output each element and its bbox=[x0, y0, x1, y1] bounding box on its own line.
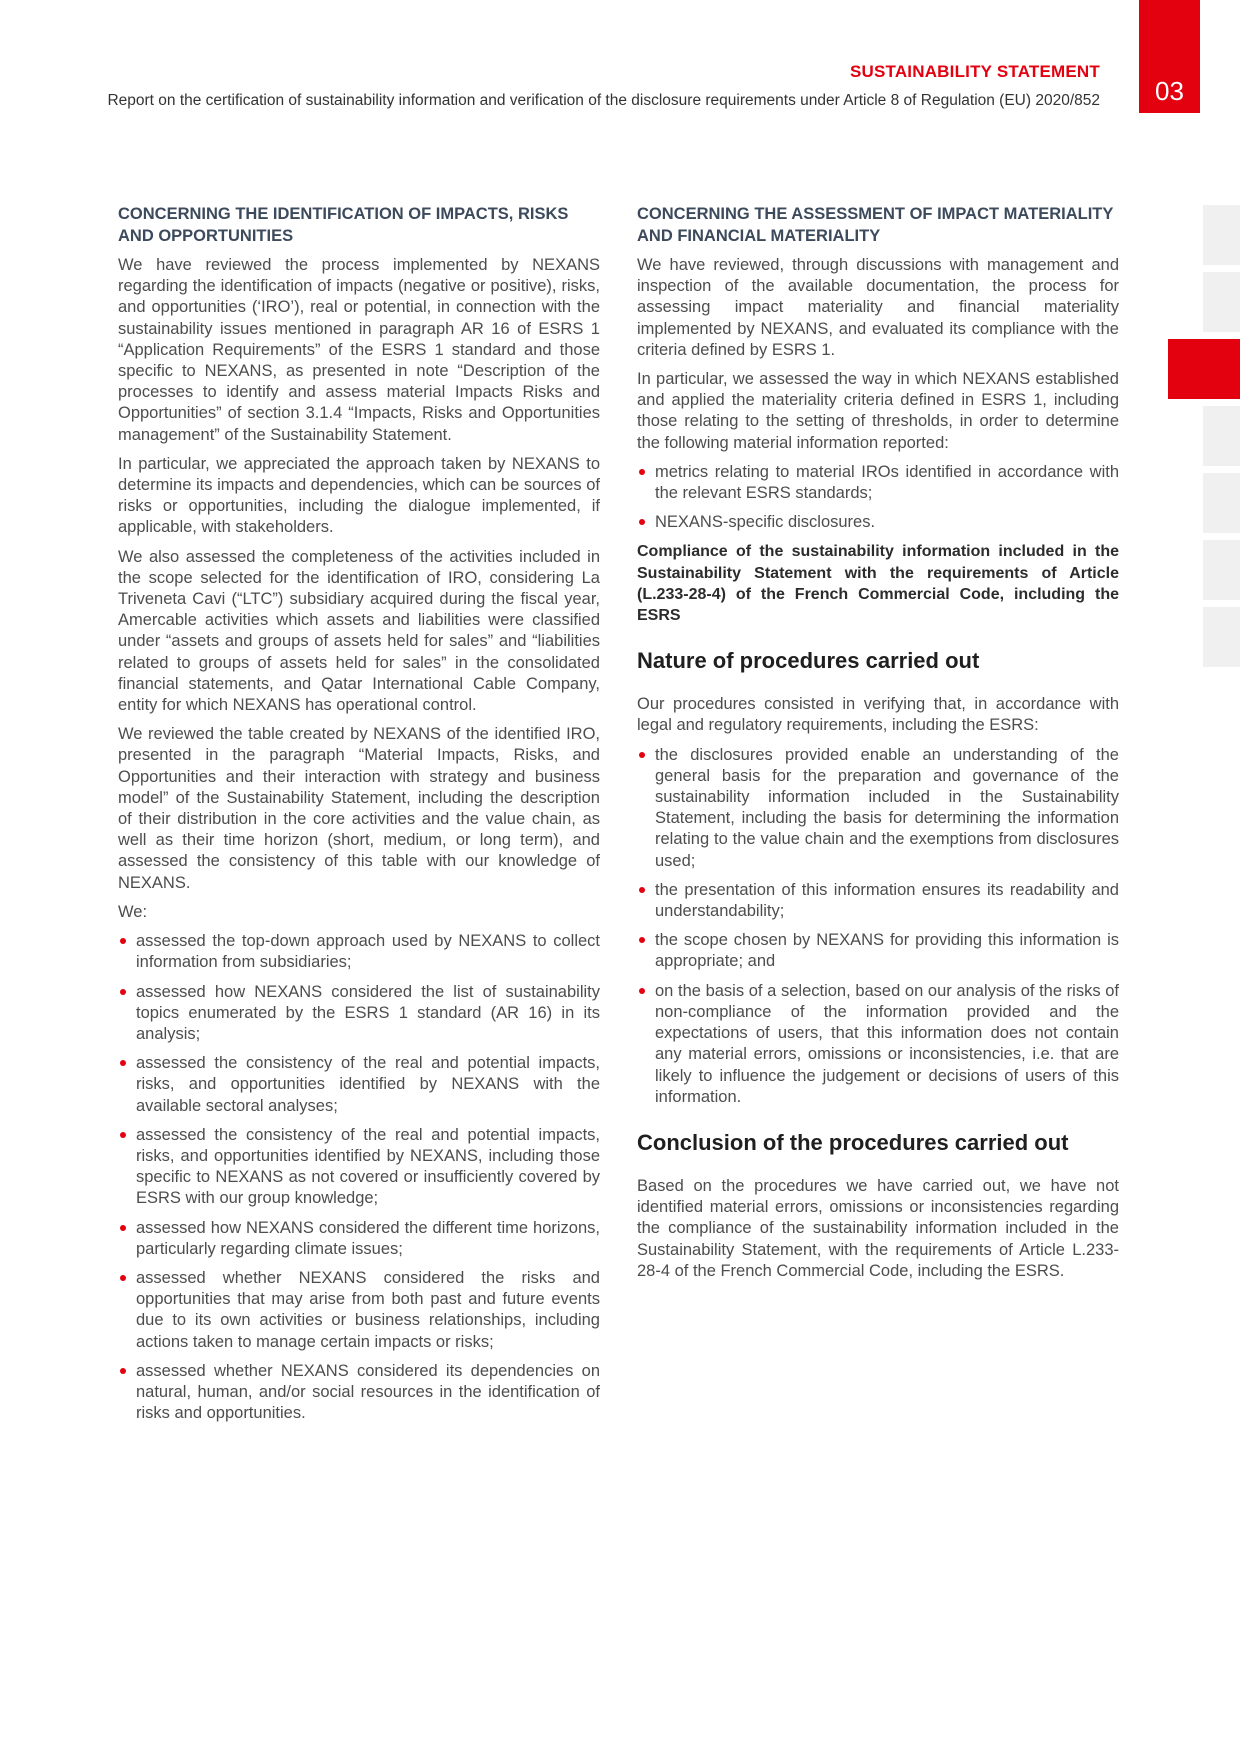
list-item: the presentation of this information ensures its readability and understandability; bbox=[637, 880, 1119, 922]
list-item: assessed whether NEXANS considered the risks and opportunities that may arise from both past and future events due to its own activities or business relationships, including actions taken to manage certain impacts or risks; bbox=[118, 1268, 600, 1353]
right-column bbox=[637, 203, 1119, 1290]
conclusion-heading: Conclusion of the procedures carried out bbox=[637, 1129, 1069, 1155]
right-bullet-list-2 bbox=[637, 745, 1119, 1108]
right-bullet-list-1 bbox=[637, 462, 1119, 534]
side-tab-7[interactable] bbox=[1203, 607, 1240, 667]
left-paragraph: We have reviewed the process implemented by NEXANS regarding the identification of impacts (negative or positive), risks, and opportunities (‘IRO’), real or potential, in connection with the sustainability issues mentioned in paragraph AR 16 of ESRS 1 “Application Requirements” of the ESRS 1 standard and those specific to NEXANS, as presented in note “Description of the processes to identify and assess material Impacts Risks and Opportunities” of section 3.1.4 “Impacts, Risks and Opportunities management” of the Sustainability Statement. bbox=[118, 256, 600, 444]
list-item: assessed whether NEXANS considered its dependencies on natural, human, and/or social resources in the identification of risks and opportunities. bbox=[118, 1361, 600, 1425]
list-item: assessed how NEXANS considered the list of sustainability topics enumerated by the ESRS 1 standard (AR 16) in its analysis; bbox=[118, 982, 600, 1046]
list-item: assessed the consistency of the real and potential impacts, risks, and opportunities identified by NEXANS, including those specific to NEXANS as not covered or insufficiently covered by ESRS with our group knowledge; bbox=[118, 1125, 600, 1210]
nature-heading: Nature of procedures carried out bbox=[637, 648, 980, 674]
side-tab-1[interactable] bbox=[1203, 205, 1240, 265]
left-column bbox=[118, 203, 600, 1432]
conclusion-text: Based on the procedures we have carried out, we have not identified material errors, omissions or inconsistencies regarding the compliance of the sustainability information included in the Sustainability Statement, with the requirements of Article L.233-28-4 of the French Commercial Code, including the ESRS. bbox=[637, 1176, 1119, 1280]
list-item: metrics relating to material IROs identified in accordance with the relevant ESRS standards; bbox=[637, 462, 1119, 504]
left-paragraph: We reviewed the table created by NEXANS of the identified IRO, presented in the paragraph “Material Impacts, Risks, and Opportunities and their interaction with strategy and business model” of the Sustainability Statement, including the description of their distribution in the core activities and the value chain, as well as their time horizon (short, medium, or long term), and assessed the consistency of this table with our knowledge of NEXANS. bbox=[118, 725, 600, 892]
left-paragraph: We also assessed the completeness of the activities included in the scope selected for the identification of IRO, considering La Triveneta Cavi (“LTC”) subsidiary acquired during the fiscal year, Amercable activities which assets and liabilities were classified under “assets and groups of assets held for sales” and “liabilities related to groups of assets held for sales” in the consolidated financial statements, and Qatar International Cable Company, entity for which NEXANS has operational control. bbox=[118, 547, 600, 715]
left-paragraph: We: bbox=[118, 902, 148, 921]
section-title: SUSTAINABILITY STATEMENT bbox=[849, 62, 1100, 81]
side-tab-4[interactable] bbox=[1203, 406, 1240, 466]
list-item: on the basis of a selection, based on our analysis of the risks of non-compliance of the information provided and the expectations of users, that this information does not contain any material errors, omissions or inconsistencies, i.e. that are likely to influence the judgement or decisions of users of this information. bbox=[637, 981, 1119, 1108]
nature-intro: Our procedures consisted in verifying that, in accordance with legal and regulatory requirements, including the ESRS: bbox=[637, 695, 1119, 735]
chapter-number-tab: 03 bbox=[1139, 0, 1200, 113]
side-tab-2[interactable] bbox=[1203, 272, 1240, 332]
list-item: the scope chosen by NEXANS for providing this information is appropriate; and bbox=[637, 930, 1119, 972]
left-paragraph: In particular, we appreciated the approach taken by NEXANS to determine its impacts and dependencies, which can be sources of risks or opportunities, including the dialogue implemented, if applicable, with stakeholders. bbox=[118, 454, 600, 537]
right-paragraph: We have reviewed, through discussions with management and inspection of the available documentation, the process for assessing impact materiality and financial materiality implemented by NEXANS, and evaluated its compliance with the criteria defined by ESRS 1. bbox=[637, 256, 1119, 359]
list-item: NEXANS-specific disclosures. bbox=[637, 512, 1119, 533]
right-paragraph: In particular, we assessed the way in which NEXANS established and applied the materiality criteria defined in ESRS 1, including those relating to the setting of thresholds, in order to determine the following material information reported: bbox=[637, 370, 1119, 452]
list-item: assessed the consistency of the real and potential impacts, risks, and opportunities identified by NEXANS with the available sectoral analyses; bbox=[118, 1053, 600, 1117]
list-item: the disclosures provided enable an understanding of the general basis for the preparation and governance of the sustainability information included in the Sustainability Statement, including the basis for determining the information relating to the value chain and the exemptions from disclosures used; bbox=[637, 745, 1119, 872]
compliance-heading: Compliance of the sustainability information included in the Sustainability Statement with the requirements of Article (L.233-28-4) of the French Commercial Code, including the ESRS bbox=[637, 543, 1119, 625]
report-subtitle: Report on the certification of sustainability information and verification of the disclosure requirements under Article 8 of Regulation (EU) 2020/852 bbox=[107, 92, 1100, 109]
right-heading: CONCERNING THE ASSESSMENT OF IMPACT MATERIALITY AND FINANCIAL MATERIALITY bbox=[637, 205, 1114, 245]
list-item: assessed how NEXANS considered the different time horizons, particularly regarding climate issues; bbox=[118, 1218, 600, 1260]
left-bullet-list bbox=[118, 931, 600, 1424]
list-item: assessed the top-down approach used by NEXANS to collect information from subsidiaries; bbox=[118, 931, 600, 973]
left-heading: CONCERNING THE IDENTIFICATION OF IMPACTS, RISKS AND OPPORTUNITIES bbox=[118, 205, 569, 245]
side-tab-3-active[interactable] bbox=[1168, 339, 1240, 399]
side-tab-6[interactable] bbox=[1203, 540, 1240, 600]
side-tab-5[interactable] bbox=[1203, 473, 1240, 533]
chapter-side-tabs bbox=[1203, 205, 1240, 674]
